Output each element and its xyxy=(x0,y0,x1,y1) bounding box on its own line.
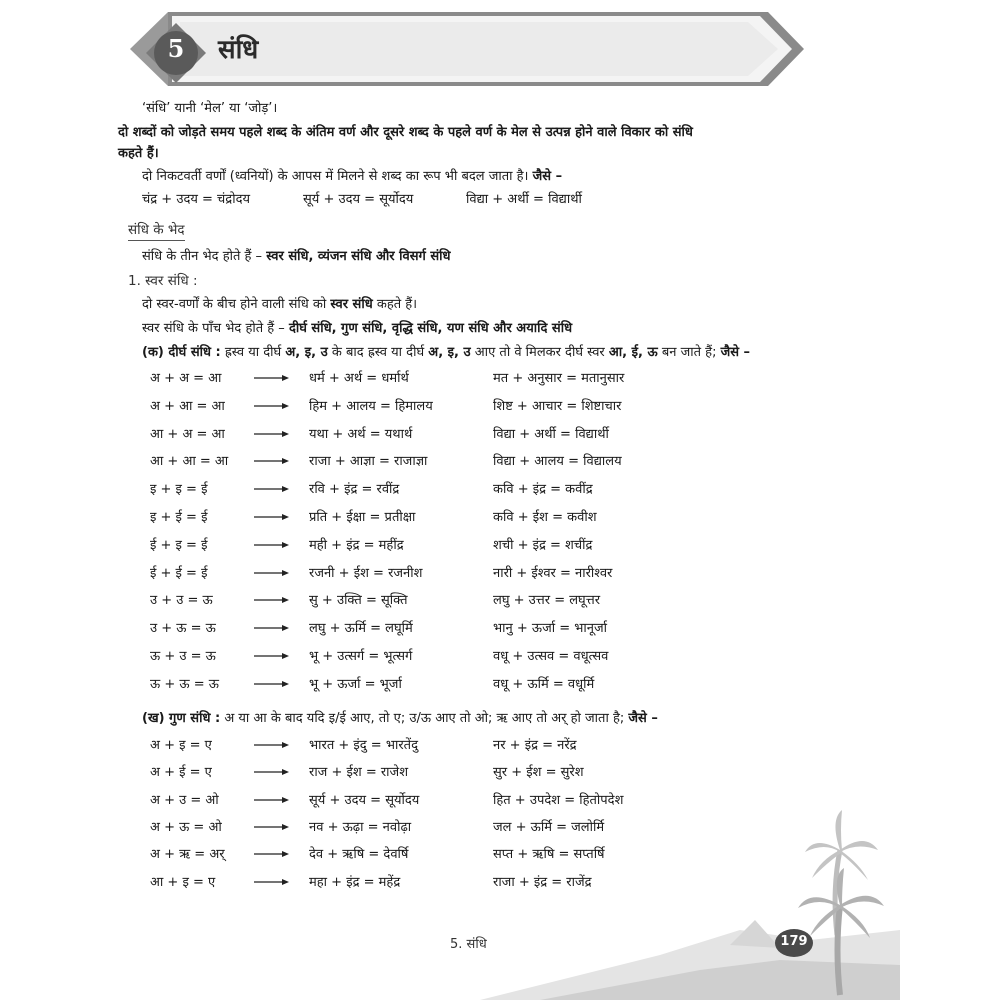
deergh-example-2: कवि + ईश = कवीश xyxy=(493,510,597,525)
chapter-number: 5 xyxy=(167,34,185,63)
guna-example-1: नव + ऊढ़ा = नवोढ़ा xyxy=(309,819,412,835)
intro-example-3: विद्या + अर्थी = विद्यार्थी xyxy=(466,192,582,207)
deergh-rule: अ + अ = आ xyxy=(150,371,222,386)
guna-example-2: सुर + ईश = सुरेश xyxy=(493,765,584,781)
deergh-rule: ई + ई = ई xyxy=(150,565,208,581)
deergh-desc-a: ह्रस्व या दीर्घ xyxy=(224,345,282,360)
deergh-example-2: विद्या + अर्थी = विद्यार्थी xyxy=(493,426,609,442)
arrow-icon xyxy=(254,595,290,605)
deergh-rule: अ + आ = आ xyxy=(150,398,225,414)
chapter-title: संधि xyxy=(218,35,259,65)
deergh-label: (क) दीर्घ संधि : xyxy=(142,345,221,360)
intro-example-1: चंद्र + उदय = चंद्रोदय xyxy=(142,192,251,207)
intro-line: ‘संधि’ यानी ‘मेल’ या ‘जोड़’। xyxy=(142,101,278,116)
deergh-example-1: लघु + ऊर्मि = लघूर्मि xyxy=(309,621,413,637)
deergh-example-1: हिम + आलय = हिमालय xyxy=(309,398,433,414)
deergh-example-2: विद्या + आलय = विद्यालय xyxy=(493,454,622,470)
footer-chapter-title: 5. संधि xyxy=(450,937,487,952)
arrow-icon xyxy=(254,456,290,466)
guna-description xyxy=(142,710,658,728)
deergh-example-1: प्रति + ईक्षा = प्रतीक्षा xyxy=(309,510,416,525)
arrow-icon xyxy=(254,623,290,633)
guna-example-2: सप्त + ऋषि = सप्तर्षि xyxy=(493,847,605,863)
deergh-rule: उ + ऊ = ऊ xyxy=(150,621,216,637)
arrow-icon xyxy=(254,822,290,832)
swar-def-text: दो स्वर-वर्णों के बीच होने वाली संधि को xyxy=(142,297,327,312)
types-list: स्वर संधि, व्यंजन संधि और विसर्ग संधि xyxy=(266,249,451,264)
guna-rule: अ + ई = ए xyxy=(150,765,212,781)
swar-def-term: स्वर संधि xyxy=(330,297,373,312)
swar-types-text: स्वर संधि के पाँच भेद होते हैं – xyxy=(142,321,285,336)
deergh-example-2: नारी + ईश्वर = नारीश्वर xyxy=(493,565,613,581)
deergh-example-1: यथा + अर्थ = यथार्थ xyxy=(309,426,413,442)
deergh-desc-c: के बाद ह्रस्व या दीर्घ xyxy=(331,345,425,360)
arrow-icon xyxy=(254,373,290,383)
deergh-desc-f: आ, ई, ऊ xyxy=(608,345,658,360)
guna-example-2: राजा + इंद्र = राजेंद्र xyxy=(493,874,592,890)
deergh-example-2: वधू + ऊर्मि = वधूर्मि xyxy=(493,676,595,692)
arrow-icon xyxy=(254,679,290,689)
deergh-example-1: रवि + इंद्र = रवींद्र xyxy=(309,482,400,498)
section-heading-types: संधि के भेद xyxy=(128,221,185,241)
guna-example-2: नर + इंद्र = नरेंद्र xyxy=(493,738,577,753)
deergh-rule: आ + आ = आ xyxy=(150,454,229,470)
note-example-label: जैसे – xyxy=(532,169,563,184)
deergh-desc-d: अ, इ, उ xyxy=(428,345,471,360)
guna-desc: अ या आ के बाद यदि इ/ई आए, तो ए; उ/ऊ आए तो ओ; ऋ आए तो अर् हो जाता है; xyxy=(224,711,625,726)
page-number: 179 xyxy=(780,934,808,949)
deergh-example-2: मत + अनुसार = मतानुसार xyxy=(493,371,625,386)
arrow-icon xyxy=(254,540,290,550)
deergh-description xyxy=(142,344,750,362)
note-text: दो निकटवर्ती वर्णों (ध्वनियों) के आपस में मिलने से शब्द का रूप भी बदल जाता है। xyxy=(142,169,529,184)
guna-label: (ख) गुण संधि : xyxy=(142,711,221,726)
deergh-rule: इ + इ = ई xyxy=(150,482,208,498)
arrow-icon xyxy=(254,401,290,411)
palm-tree-decoration xyxy=(480,780,900,1000)
guna-example-1: भारत + इंदु = भारतेंदु xyxy=(309,738,418,753)
deergh-example-2: लघु + उत्तर = लघूत्तर xyxy=(493,593,601,609)
arrow-icon xyxy=(254,651,290,661)
note-line xyxy=(142,168,562,186)
deergh-example-2: वधू + उत्सव = वधूत्सव xyxy=(493,649,609,664)
guna-example-1: महा + इंद्र = महेंद्र xyxy=(309,874,401,890)
guna-rule: अ + ऊ = ओ xyxy=(150,819,222,835)
guna-rule: अ + ऋ = अर् xyxy=(150,847,225,863)
guna-example-2: हित + उपदेश = हितोपदेश xyxy=(493,792,624,808)
deergh-example-2: शची + इंद्र = शचींद्र xyxy=(493,537,593,553)
deergh-rule: इ + ई = ई xyxy=(150,510,208,525)
arrow-icon xyxy=(254,795,290,805)
types-text: संधि के तीन भेद होते हैं – xyxy=(142,249,263,264)
arrow-icon xyxy=(254,849,290,859)
deergh-desc-h: जैसे – xyxy=(720,345,751,360)
types-line xyxy=(142,248,451,266)
guna-example-1: देव + ऋषि = देवर्षि xyxy=(309,847,409,863)
deergh-example-1: धर्म + अर्थ = धर्मार्थ xyxy=(309,371,409,386)
deergh-example-1: राजा + आज्ञा = राजाज्ञा xyxy=(309,454,428,470)
arrow-icon xyxy=(254,429,290,439)
swar-definition xyxy=(142,296,417,314)
guna-rule: आ + इ = ए xyxy=(150,874,216,890)
swar-types-list: दीर्घ संधि, गुण संधि, वृद्धि संधि, यण संधि और अयादि संधि xyxy=(288,321,573,336)
deergh-desc-b: अ, इ, उ xyxy=(285,345,328,360)
guna-desc-example: जैसे – xyxy=(628,711,658,726)
guna-rule: अ + उ = ओ xyxy=(150,792,219,808)
deergh-rule: ऊ + ऊ = ऊ xyxy=(150,676,219,692)
deergh-example-1: मही + इंद्र = महींद्र xyxy=(309,537,404,553)
intro-example-2: सूर्य + उदय = सूर्योदय xyxy=(303,192,414,207)
deergh-desc-g: बन जाते हैं; xyxy=(661,345,717,360)
section-heading-swar: 1. स्वर संधि : xyxy=(128,273,198,289)
deergh-rule: ऊ + उ = ऊ xyxy=(150,649,216,664)
guna-example-2: जल + ऊर्मि = जलोर्मि xyxy=(493,819,605,835)
arrow-icon xyxy=(254,484,290,494)
guna-example-1: राज + ईश = राजेश xyxy=(309,765,409,781)
deergh-rule: आ + अ = आ xyxy=(150,426,225,442)
swar-types xyxy=(142,320,572,338)
deergh-desc-e: आए तो वे मिलकर दीर्घ स्वर xyxy=(474,345,605,360)
arrow-icon xyxy=(254,877,290,887)
deergh-rule: ई + इ = ई xyxy=(150,537,208,553)
deergh-example-2: कवि + इंद्र = कवींद्र xyxy=(493,482,593,498)
deergh-example-2: शिष्ट + आचार = शिष्टाचार xyxy=(493,398,622,414)
deergh-example-1: सु + उक्ति = सूक्ति xyxy=(309,593,408,609)
guna-example-1: सूर्य + उदय = सूर्योदय xyxy=(309,792,420,808)
deergh-rule: उ + उ = ऊ xyxy=(150,593,213,609)
deergh-example-1: भू + उत्सर्ग = भूत्सर्ग xyxy=(309,649,413,664)
arrow-icon xyxy=(254,568,290,578)
deergh-example-1: रजनी + ईश = रजनीश xyxy=(309,565,423,581)
deergh-example-1: भू + ऊर्जा = भूर्जा xyxy=(309,676,402,692)
arrow-icon xyxy=(254,740,290,750)
arrow-icon xyxy=(254,767,290,777)
definition-line-2: कहते हैं। xyxy=(118,146,159,161)
definition-line-1: दो शब्दों को जोड़ते समय पहले शब्द के अंतिम वर्ण और दूसरे शब्द के पहले वर्ण के मेल से उत्पन्न होने वाले विकार को संधि xyxy=(118,125,693,140)
swar-def-end: कहते हैं। xyxy=(376,297,418,312)
deergh-example-2: भानु + ऊर्जा = भानूर्जा xyxy=(493,621,607,637)
guna-rule: अ + इ = ए xyxy=(150,738,212,753)
arrow-icon xyxy=(254,512,290,522)
